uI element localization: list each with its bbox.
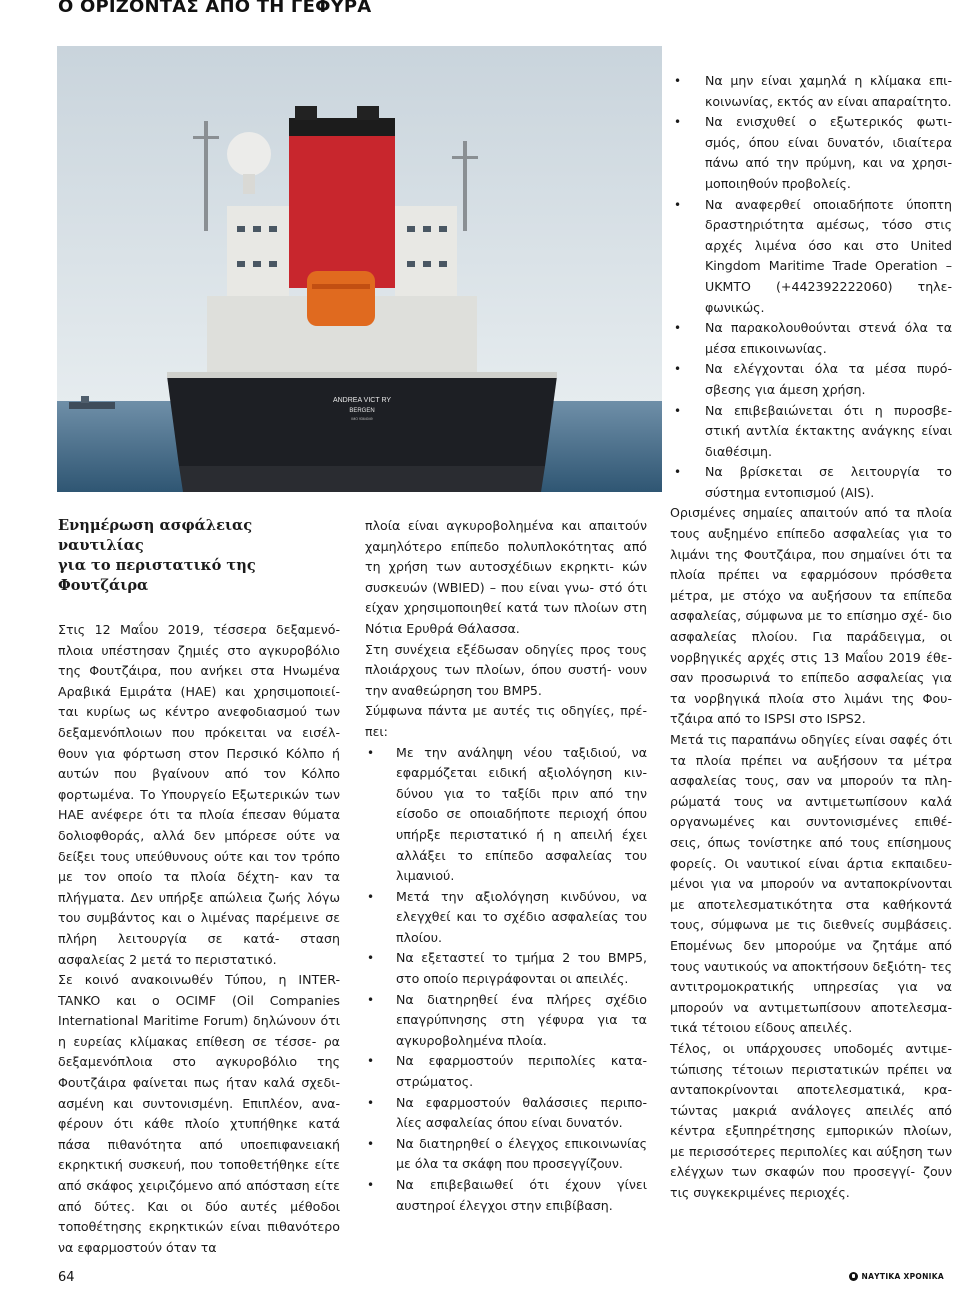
paragraph: Σε κοινό ανακοινωθέν Τύπου, η INTER- TANKO και ο OCIMF (Oil Companies International Maritime Forum) δηλώνουν ότι η ευρείας κλίμακας επίθεση σε τέσσε- ρα δεξαμενόπλοια στο αγκυροβόλιο της Φουτζάιρα φαίνεται πως ήταν καλά σχεδι- ασμένη και συντονισμένη. Επιπλέον, ανα- φέρουν ότι κάθε πλοίο χτυπήθηκε κατά πάσα πιθανότητα από υποεπιφανειακή εκρηκτική συσκευή, που τοποθετήθηκε είτε από σκάφος χειριζόμενο από απόσταση είτε από δύτες. Και οι δύο αυτές μέθοδοι τοποθέτησης εκρηκτικών είναι πιθανότερο να εφαρμοστούν όταν τα	[58, 972, 340, 1255]
bullet-icon: •	[674, 74, 682, 88]
paragraph: Μετά τις παραπάνω οδηγίες είναι σαφές ότι τα πλοία πρέπει να αυξήσουν τα μέτρα ασφαλείας τους, σαν να μπορούν τα πλη- ρώματά τους να αντιμετωπίσουν καλά οργανωμένες και συντονισμένες επιθέ- σεις, όπως τονίστηκε από τους επίσημους φορείς. Οι ναυτικοί είναι άρτια εκπαιδευ- μένοι για να μπορούν να ανταποκρίνονται με αποτελεσματικότητα στα καθήκοντά τους, σύμφωνα με τις διεθνείς συμβάσεις. Επομένως δεν μπορούμε να ζητάμε από τους ναυτικούς να αποκτήσουν δεξιότη- τες αντιτρομοκρατικής υπηρεσίας για να μπορούν να αντιμετωπίσουν αποτελεσμα- τικά τέτοιου είδους απειλές.	[670, 732, 952, 1036]
ship-imo-text: IMO 9364049	[351, 417, 373, 421]
brand-name: ΝΑΥΤΙΚΑ ΧΡΟΝΙΚΑ	[861, 1272, 944, 1281]
bullet-icon: •	[367, 1136, 375, 1151]
list-item: • Να αναφερθεί οποιαδήποτε ύποπτη δραστηριότητα αμέσως, τόσο στις αρχές λιμένα όσο και στο United Kingdom Maritime Trade Operation – UKMTO (+442392222060) τηλε- φωνικώς.	[674, 196, 952, 315]
list-item: • Με την ανάληψη νέου ταξιδιού, να εφαρμόζεται ειδική αξιολόγηση κιν- δύνου για το ταξίδι πριν από την είσοδο σε οποιαδήποτε περιοχή όπου υπήρξε περιστατικό ή η απειλή έχει αλλάξει το επίπεδο ασφαλείας του λιμανιού.	[367, 744, 647, 884]
list-item: • Να εξεταστεί το τμήμα 2 του BMP5, στο οποίο περιγράφονται οι απειλές.	[367, 950, 647, 987]
article-title-line1: Ενημέρωση ασφάλειας ναυτιλίας	[58, 517, 253, 554]
bullet-icon: •	[674, 321, 682, 336]
bullet-icon: •	[367, 1178, 375, 1192]
paragraph: Ορισμένες σημαίες απαιτούν από τα πλοία τους αυξημένο επίπεδο ασφαλείας για το λιμάνι της Φουτζάιρα, που σημαίνει ότι τα πλοία πρέπει να εφαρμόσουν πρόσθετα μέτρα, με στόχο να αυξήσουν τα επίπεδα ασφαλείας, σύμφωνα με το επίσημο σχέ- διο ασφαλείας πλοίου. Για παράδειγμα, οι νορβηγικές αρχές στις 13 Μαΐου 2019 έθε- σαν προσωρινά το επίπεδο ασφαλείας για τα νορβηγικά πλοία στο λιμάνι της Φου- τζάιρα από το ISPSI στο ISPS2.	[670, 505, 952, 727]
list-item: • Να εφαρμοστούν περιπολίες κατα- στρώματος.	[367, 1053, 647, 1090]
guidance-list-continued	[670, 71, 952, 503]
list-item: • Να ενισχυθεί ο εξωτερικός φωτι- σμός, όπου είναι δυνατόν, ιδιαίτερα πάνω από την πρύμνη, και να χρησι- μοποιηθούν προβολείς.	[674, 114, 952, 191]
bullet-icon: •	[367, 745, 375, 760]
column-3	[670, 71, 952, 1204]
list-item: • Να ελέγχονται όλα τα μέσα πυρό- σβεσης για άμεση χρήση.	[674, 361, 952, 397]
bullet-icon: •	[674, 115, 682, 130]
bullet-icon: •	[674, 403, 682, 418]
list-item: • Να βρίσκεται σε λειτουργία το σύστημα εντοπισμού (AIS).	[674, 464, 952, 500]
ship-port-text: BERGEN	[349, 408, 375, 414]
list-item: • Να επιβεβαιώνεται ότι η πυροσβε- στική αντλία έκτακτης ανάγκης είναι διαθέσιμη.	[674, 402, 952, 459]
paragraph: Στις 12 Μαΐου 2019, τέσσερα δεξαμενό- πλοια υπέστησαν ζημιές στο αγκυροβόλιο της Φουτζάιρα, που ανήκει στα Ηνωμένα Αραβικά Εμιράτα (ΗΑΕ) και χρησιμοποιεί- ται κυρίως ως κέντρο ανεφοδιασμού των δεξαμενόπλοιων που πρόκειται να εισέλ- θουν για φόρτωση στον Περσικό Κόλπο ή αυτών που βγαίνουν από τον Κόλπο φορτωμένα. Το Υπουργείο Εξωτερικών των ΗΑΕ ανέφερε ότι τα πλοία έπεσαν θύματα δολιοφθοράς, αλλά δεν μπόρεσε ούτε να δείξει τους υπεύθυνους ούτε και τον τρόπο με τον οποίο τα πλοία δέχτη- καν τα πλήγματα. Δεν υπήρξε απώλεια ζωής λόγω του συμβάντος και ο λιμένας παρέμεινε σε πλήρη λειτουργία σε κατά- σταση ασφαλείας 2 μετά το περιστατικό.	[58, 622, 340, 967]
paragraph: πλοία είναι αγκυροβολημένα και απαιτούν χαμηλότερο επίπεδο πολυπλοκότητας από τη χρήση των αυτοσχέδιων εκρηκτι- κών συσκευών (WBIED) – που είναι γνω- στό ότι είχαν χρησιμοποιηθεί κατά των πλοίων στη Νότια Ερυθρά Θάλασσα.	[365, 518, 647, 636]
tanker-photo	[57, 46, 662, 492]
column-2	[365, 516, 647, 1216]
guidance-list	[365, 743, 647, 1217]
list-item: • Να επιβεβαιωθεί ότι έχουν γίνει αυστηροί έλεγχοι στην επιβίβαση.	[367, 1177, 647, 1213]
brand-footer	[849, 1272, 945, 1281]
paragraph: Στη συνέχεια εξέδωσαν οδηγίες προς τους πλοιάρχους των πλοίων, όπου συστή- νουν την αναθεώρηση του BMP5.	[365, 641, 647, 698]
article-title	[58, 516, 340, 596]
ship-name-text: ANDREA VICT RY	[332, 397, 392, 404]
page-number: 64	[58, 1270, 75, 1285]
bullet-icon: •	[367, 1054, 375, 1069]
column-1	[58, 516, 340, 1258]
bullet-icon: •	[674, 362, 682, 377]
list-item: • Μετά την αξιολόγηση κινδύνου, να ελεγχθεί και το σχέδιο ασφαλείας του πλοίου.	[367, 888, 647, 945]
bullet-icon: •	[674, 197, 682, 212]
list-item: • Να παρακολουθούνται στενά όλα τα μέσα επικοινωνίας.	[674, 320, 952, 356]
list-item: • Να μην είναι χαμηλά η κλίμακα επι- κοινωνίας, εκτός αν είναι απαραίτητο.	[674, 73, 952, 109]
bullet-icon: •	[674, 465, 682, 480]
bullet-icon: •	[367, 992, 375, 1007]
paragraph: Τέλος, οι υπάρχουσες υποδομές αντιμε- τώπισης τέτοιων περιστατικών πρέπει να ανταποκρίνονται αποτελεσματικά, κρα- τώντας μακριά ανάλογες απειλές από κέντρα εξυπηρέτησης εμπορικών πλοίων, με περισσότερες περιπολίες και αύξηση των ελέγχων των σκαφών που προσεγγί- ζουν τις συγκεκριμένες περιοχές.	[670, 1040, 952, 1201]
paragraph: Σύμφωνα πάντα με αυτές τις οδηγίες, πρέ- πει:	[365, 703, 647, 739]
article-title-line2: για το περιστατικό της Φουτζάιρα	[58, 557, 256, 594]
list-item: • Να εφαρμοστούν θαλάσσιες περιπο- λίες ασφαλείας όπου είναι δυνατόν.	[367, 1094, 647, 1131]
brand-logo-icon	[849, 1272, 858, 1281]
section-title: Ο ΟΡΙΖΟΝΤΑΣ ΑΠΟ ΤΗ ΓΕΦΥΡΑ	[58, 0, 372, 17]
bullet-icon: •	[367, 1095, 375, 1110]
bullet-icon: •	[367, 951, 375, 966]
list-item: • Να διατηρηθεί ένα πλήρες σχέδιο επαγρύπνησης στη γέφυρα για τα αγκυροβολημένα πλοία.	[367, 991, 647, 1048]
list-item: • Να διατηρηθεί ο έλεγχος επικοινωνίας με όλα τα σκάφη που προσεγγίζουν.	[367, 1135, 647, 1172]
bullet-icon: •	[367, 889, 375, 904]
